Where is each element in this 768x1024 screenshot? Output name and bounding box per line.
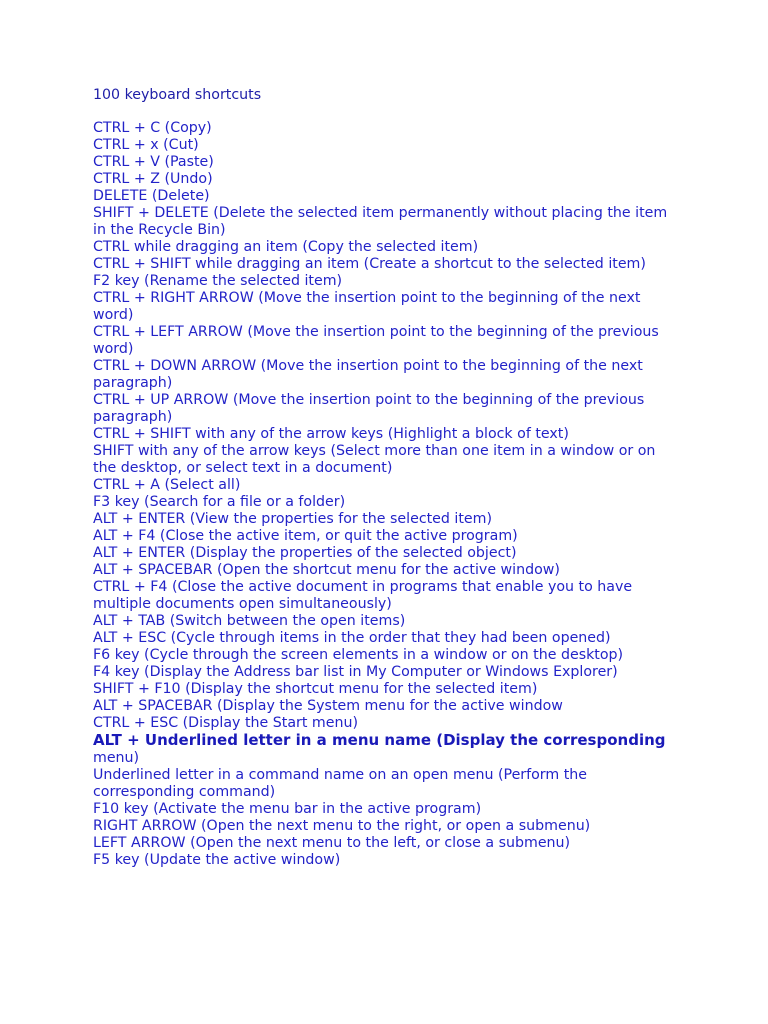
shortcut-line: CTRL + LEFT ARROW (Move the insertion point to the beginning of the previous word): [93, 324, 659, 357]
shortcut-line: SHIFT with any of the arrow keys (Select more than one item in a window or on the desktop, or select text in a document): [93, 443, 656, 476]
shortcut-line: CTRL + RIGHT ARROW (Move the insertion point to the beginning of the next word): [93, 290, 641, 323]
shortcut-line: ALT + F4 (Close the active item, or quit the active program): [93, 528, 518, 544]
shortcut-line: LEFT ARROW (Open the next menu to the left, or close a submenu): [93, 835, 571, 851]
shortcut-line: RIGHT ARROW (Open the next menu to the right, or open a submenu): [93, 818, 591, 834]
shortcut-line: ALT + SPACEBAR (Display the System menu for the active window: [93, 698, 563, 714]
shortcut-line: F6 key (Cycle through the screen elements in a window or on the desktop): [93, 647, 624, 663]
shortcut-line: CTRL while dragging an item (Copy the selected item): [93, 239, 479, 255]
document-title: 100 keyboard shortcuts: [93, 87, 262, 103]
shortcut-line: CTRL + A (Select all): [93, 477, 241, 493]
shortcut-line: CTRL + DOWN ARROW (Move the insertion point to the beginning of the next paragraph): [93, 358, 643, 391]
shortcut-line: ALT + ENTER (Display the properties of the selected object): [93, 545, 517, 561]
shortcut-line: SHIFT + DELETE (Delete the selected item permanently without placing the item in the Recycle Bin): [93, 205, 668, 238]
shortcut-line: CTRL + SHIFT with any of the arrow keys (Highlight a block of text): [93, 426, 569, 442]
shortcut-line: CTRL + UP ARROW (Move the insertion point to the beginning of the previous paragraph): [93, 392, 645, 425]
blank-line: [93, 104, 668, 120]
shortcut-line: F5 key (Update the active window): [93, 852, 341, 868]
emphasized-continuation: menu): [93, 750, 140, 766]
shortcut-line: F10 key (Activate the menu bar in the active program): [93, 801, 482, 817]
shortcut-line: F2 key (Rename the selected item): [93, 273, 343, 289]
shortcut-line: Underlined letter in a command name on an open menu (Perform the corresponding command): [93, 767, 587, 800]
shortcut-line: CTRL + Z (Undo): [93, 171, 213, 187]
shortcut-line: F4 key (Display the Address bar list in My Computer or Windows Explorer): [93, 664, 618, 680]
shortcut-line: ALT + ESC (Cycle through items in the order that they had been opened): [93, 630, 611, 646]
document-body: [93, 87, 668, 869]
shortcut-line-emphasized: [93, 732, 668, 767]
shortcut-line: CTRL + C (Copy): [93, 120, 212, 136]
shortcut-line: F3 key (Search for a file or a folder): [93, 494, 346, 510]
shortcut-line: ALT + ENTER (View the properties for the selected item): [93, 511, 493, 527]
shortcut-line: CTRL + V (Paste): [93, 154, 214, 170]
shortcut-line: CTRL + ESC (Display the Start menu): [93, 715, 358, 731]
shortcut-line: CTRL + F4 (Close the active document in programs that enable you to have multiple documents open simultaneously): [93, 579, 633, 612]
shortcut-line: ALT + SPACEBAR (Open the shortcut menu for the active window): [93, 562, 560, 578]
shortcut-line: CTRL + SHIFT while dragging an item (Create a shortcut to the selected item): [93, 256, 646, 272]
shortcut-line: CTRL + x (Cut): [93, 137, 199, 153]
shortcut-line: SHIFT + F10 (Display the shortcut menu for the selected item): [93, 681, 538, 697]
shortcut-line: DELETE (Delete): [93, 188, 210, 204]
shortcut-line: ALT + TAB (Switch between the open items): [93, 613, 406, 629]
emphasized-text: ALT + Underlined letter in a menu name (Display the corresponding: [93, 731, 666, 749]
